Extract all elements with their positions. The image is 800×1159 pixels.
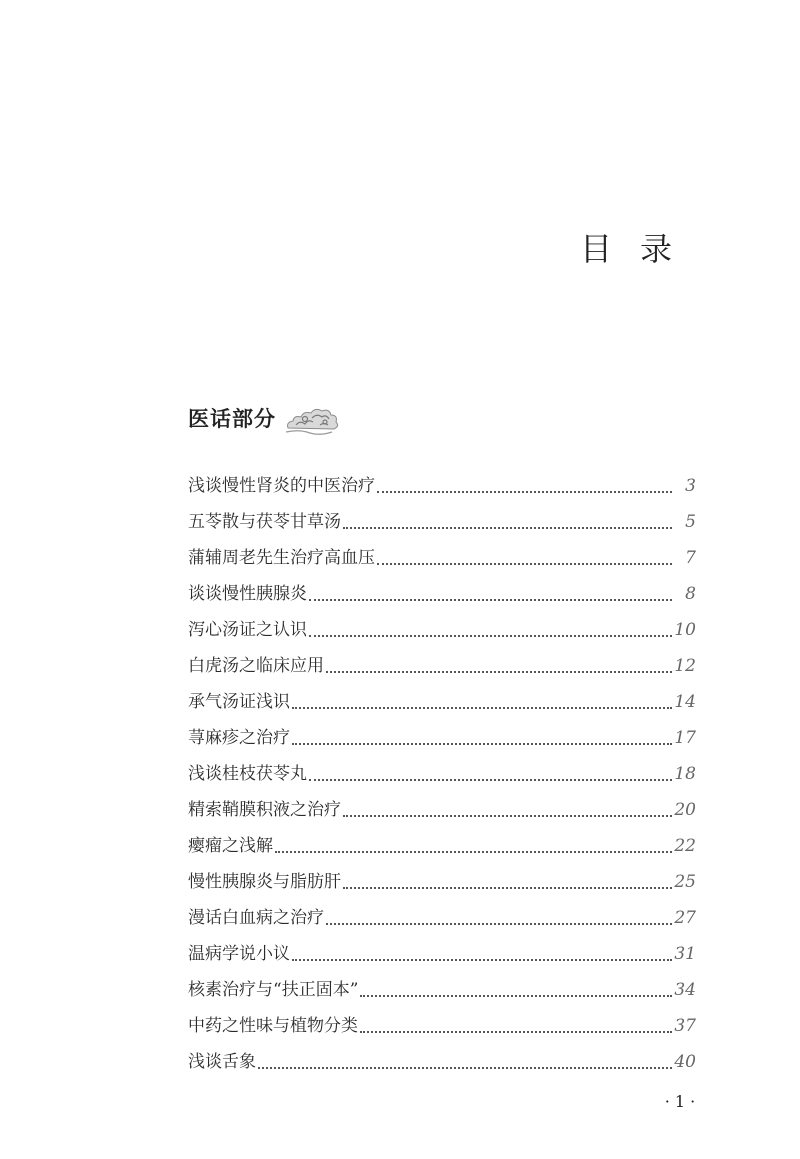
toc-entry[interactable] (188, 930, 696, 966)
toc-entry[interactable] (188, 570, 696, 606)
toc-entry-page-number: 20 (674, 800, 696, 820)
toc-entry[interactable] (188, 858, 696, 894)
dot-leader (326, 659, 672, 673)
toc-entry-page-number: 25 (674, 872, 696, 892)
toc-entry[interactable] (188, 822, 696, 858)
auspicious-cloud-icon (284, 398, 342, 438)
toc-entry-title: 谈谈慢性胰腺炎 (188, 584, 307, 604)
toc-entry[interactable] (188, 642, 696, 678)
toc-entry-title: 蒲辅周老先生治疗高血压 (188, 548, 375, 568)
toc-entry[interactable] (188, 894, 696, 930)
dot-leader (275, 839, 672, 853)
toc-entry-page-number: 18 (674, 764, 696, 784)
toc-entry-page-number: 12 (674, 656, 696, 676)
dot-leader (292, 695, 672, 709)
table-of-contents (188, 462, 696, 1074)
dot-leader (309, 587, 672, 601)
toc-entry-title: 浅谈桂枝茯苓丸 (188, 764, 307, 784)
section-title: 医话部分 (188, 407, 276, 431)
toc-entry-title: 漫话白血病之治疗 (188, 908, 324, 928)
dot-leader (309, 623, 672, 637)
toc-entry-title: 核素治疗与“扶正固本” (188, 980, 359, 1000)
dot-leader (343, 803, 672, 817)
dot-leader (292, 731, 672, 745)
toc-entry[interactable] (188, 750, 696, 786)
toc-entry-page-number: 34 (674, 980, 696, 1000)
dot-leader (360, 983, 672, 997)
toc-entry-page-number: 7 (685, 548, 696, 568)
toc-entry-title: 白虎汤之临床应用 (188, 656, 324, 676)
toc-entry-page-number: 5 (685, 512, 696, 532)
page-title: 目录 (579, 230, 700, 269)
toc-entry-title: 浅谈舌象 (188, 1052, 256, 1072)
toc-entry-page-number: 31 (674, 944, 696, 964)
toc-entry-title: 浅谈慢性肾炎的中医治疗 (188, 476, 375, 496)
dot-leader (377, 479, 672, 493)
toc-entry-page-number: 22 (674, 836, 696, 856)
toc-entry-page-number: 3 (685, 476, 696, 496)
toc-entry-page-number: 10 (674, 620, 696, 640)
toc-entry-page-number: 14 (674, 692, 696, 712)
toc-entry-title: 瘿瘤之浅解 (188, 836, 273, 856)
toc-entry-page-number: 17 (674, 728, 696, 748)
toc-entry[interactable] (188, 678, 696, 714)
toc-entry[interactable] (188, 1002, 696, 1038)
toc-entry-page-number: 27 (674, 908, 696, 928)
toc-entry-title: 五苓散与茯苓甘草汤 (188, 512, 341, 532)
dot-leader (258, 1055, 672, 1069)
toc-entry-title: 泻心汤证之认识 (188, 620, 307, 640)
toc-entry-title: 中药之性味与植物分类 (188, 1016, 358, 1036)
toc-entry[interactable] (188, 462, 696, 498)
toc-entry[interactable] (188, 966, 696, 1002)
toc-entry[interactable] (188, 786, 696, 822)
toc-entry-page-number: 40 (674, 1052, 696, 1072)
toc-entry-page-number: 37 (674, 1016, 696, 1036)
toc-entry[interactable] (188, 498, 696, 534)
toc-entry-title: 荨麻疹之治疗 (188, 728, 290, 748)
toc-entry[interactable] (188, 606, 696, 642)
toc-entry-title: 慢性胰腺炎与脂肪肝 (188, 872, 341, 892)
toc-entry-title: 温病学说小议 (188, 944, 290, 964)
dot-leader (343, 875, 672, 889)
toc-entry[interactable] (188, 534, 696, 570)
page-number: · 1 · (664, 1092, 696, 1111)
toc-entry-title: 精索鞘膜积液之治疗 (188, 800, 341, 820)
toc-entry-title: 承气汤证浅识 (188, 692, 290, 712)
dot-leader (360, 1019, 672, 1033)
toc-entry-page-number: 8 (685, 584, 696, 604)
dot-leader (292, 947, 672, 961)
dot-leader (343, 515, 672, 529)
dot-leader (377, 551, 672, 565)
toc-entry[interactable] (188, 1038, 696, 1074)
dot-leader (326, 911, 672, 925)
section-header (188, 398, 342, 438)
toc-entry[interactable] (188, 714, 696, 750)
dot-leader (309, 767, 672, 781)
